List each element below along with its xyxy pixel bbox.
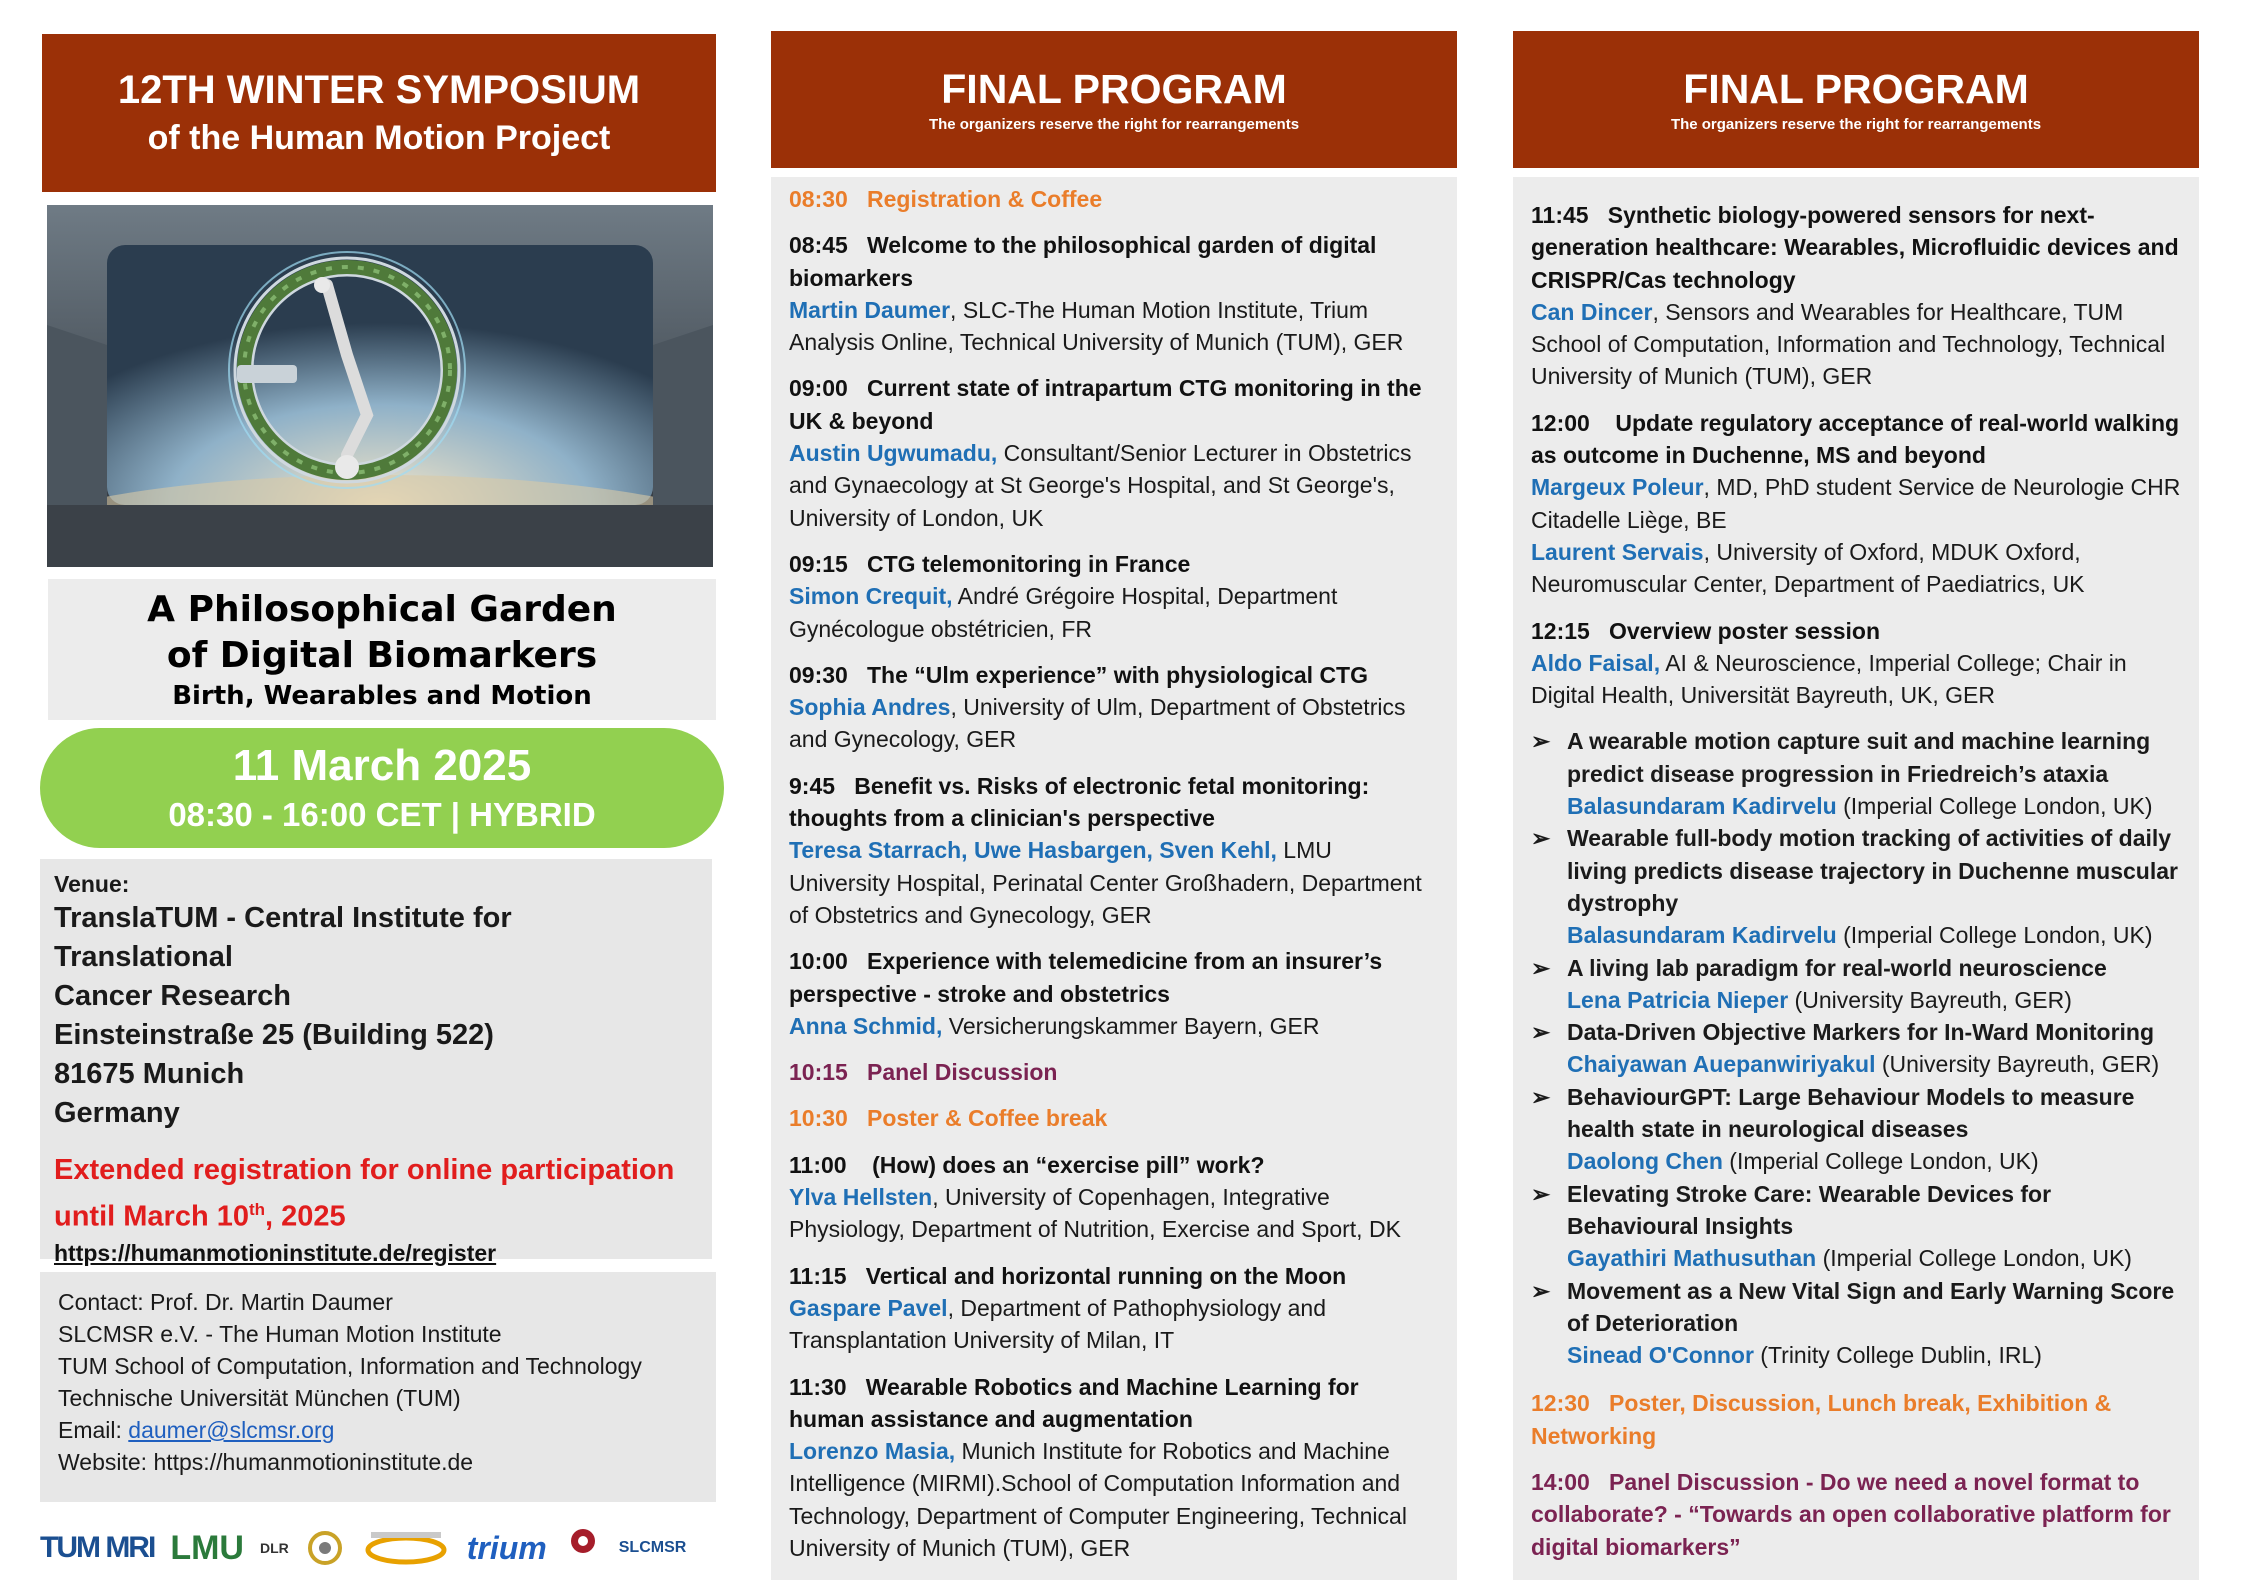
program-item-time: 12:30 [1531,1390,1590,1417]
program-item [789,1056,1439,1088]
partner-emblem-icon [305,1528,345,1568]
speaker-affiliation: Consultant/Senior Lecturer in Obstetrics and Gynaecology at St George's Hospital, and St George's, University of London, UK [789,440,1412,531]
program-item-title: CTG telemonitoring in France [867,550,1191,577]
poster-affiliation: (University Bayreuth, GER) [1788,986,2072,1013]
program-item-time: 09:00 [789,375,848,402]
poster-affiliation: (Imperial College London, UK) [1836,793,2153,820]
program-item-time: 09:15 [789,550,848,577]
poster-title: BehaviourGPT: Large Behaviour Models to measure health state in neurological diseases [1567,1083,2135,1143]
email-line: Email: daumer@slcmsr.org [58,1417,335,1443]
extended-registration-line1: Extended registration for online participation [54,1154,675,1186]
speaker-name: Ylva Hellsten [789,1184,933,1211]
venue-line: Germany [54,1097,180,1129]
program-item-gap [848,551,867,577]
speaker-name: Teresa Starrach, Uwe Hasbargen, Sven Kehl, [789,837,1277,864]
speaker-name: Lorenzo Masia, [789,1438,956,1465]
poster-presenter: Daolong Chen [1567,1148,1723,1175]
poster-title: Wearable full-body motion tracking of activities of daily living predicts disease trajectory in Duchenne muscular dystrophy [1567,825,2178,916]
bullet-arrow-icon: ➢ [1531,1180,1551,1207]
program-item [1531,199,2181,393]
speaker-affiliation: , SLC-The Human Motion Institute, Trium Analysis Online, Technical University of Munich (TUM), GER [789,296,1404,356]
program-item-title: Experience with telemedicine from an insurer’s perspective - stroke and obstetrics [789,948,1383,1007]
program-item [1531,615,2181,712]
poster-affiliation: (Imperial College London, UK) [1836,922,2153,949]
program-item [1531,407,2181,601]
extended-registration-line2: until March 10th, 2025 [54,1200,346,1233]
contact-line: TUM School of Computation, Information and Technology [58,1353,642,1379]
program-item-gap [847,1152,866,1178]
venue-line: Cancer Research [54,980,291,1012]
venue-line: 81675 Munich [54,1058,245,1090]
speaker-name: Simon Crequit, [789,583,953,610]
poster-item [1531,725,2181,822]
program-item-title: Poster, Discussion, Lunch break, Exhibition & Networking [1531,1390,2112,1449]
slcmsr-logo: SLCMSR [618,1539,687,1556]
program-item-gap [1590,1390,1609,1416]
program-item-time: 11:15 [789,1262,847,1289]
program-item-title: Wearable Robotics and Machine Learning for human assistance and augmentation [789,1373,1359,1432]
program-item-title: Panel Discussion - Do we need a novel format to collaborate? - “Towards an open collaborative platform for digital biomarkers” [1531,1468,2171,1560]
speaker-name: Can Dincer [1531,298,1653,325]
speaker-affiliation: , University of Copenhagen, Integrative Physiology, Department of Nutrition, Exercise and Sport, DK [789,1184,1401,1243]
poster-affiliation: (Imperial College London, UK) [1722,1148,2039,1175]
program-heading: FINAL PROGRAM [941,65,1287,112]
poster-affiliation: (University Bayreuth, GER) [1875,1051,2160,1078]
program-item-gap [848,1105,867,1131]
program-item-time: 08:30 [789,186,848,212]
program-item-time: 12:15 [1531,617,1590,644]
program-item-time: 12:00 [1531,409,1590,436]
contact-line: SLCMSR e.V. - The Human Motion Institute [58,1321,502,1347]
contact-line: Technische Universität München (TUM) [58,1385,461,1411]
speaker-name: Laurent Servais [1531,538,1704,565]
program-item [1531,1387,2181,1452]
symposium-title: 12TH WINTER SYMPOSIUM [117,68,641,112]
program-item-title: Benefit vs. Risks of electronic fetal monitoring: thoughts from a clinician's perspective [789,772,1370,832]
speaker-affiliation: , Department of Pathophysiology and Transplantation University of Milan, IT [789,1294,1327,1354]
program-item [789,1149,1439,1246]
bullet-arrow-icon: ➢ [1531,728,1551,755]
program-item [789,548,1439,645]
program-item [789,1371,1439,1565]
program-item-title: The “Ulm experience” with physiological CTG [867,661,1368,688]
program-header-col3 [1513,31,2199,168]
email-link[interactable]: daumer@slcmsr.org [128,1417,335,1443]
program-item-gap [848,375,867,401]
poster-affiliation: (Imperial College London, UK) [1816,1245,2132,1272]
program-item-title: (How) does an “exercise pill” work? [865,1151,1265,1178]
theme-title-line2: of Digital Biomarkers [166,634,598,676]
poster-title: A living lab paradigm for real-world neuroscience [1567,954,2107,981]
program-item-gap [848,1059,867,1085]
speaker-affiliation: , University of Oxford, MDUK Oxford, Neuromuscular Center, Department of Paediatrics, UK [1531,538,2085,598]
program-item [789,945,1439,1042]
program-item-title: Poster & Coffee break [867,1105,1108,1132]
humotion-logo-icon [361,1528,451,1568]
hero-image [47,205,713,567]
bullet-arrow-icon: ➢ [1531,1277,1551,1304]
poster-item [1531,1081,2181,1178]
speaker-affiliation: LMU University Hospital, Perinatal Center Großhadern, Department of Obstetrics and Gynecology, GER [789,837,1422,928]
tum-mri-logo: TUM MRI [40,1531,155,1564]
program-item-gap [848,948,867,974]
program-item-time: 08:45 [789,232,848,259]
event-date: 11 March 2025 [232,741,532,790]
poster-presenter: Gayathiri Mathusuthan [1567,1245,1817,1272]
bullet-arrow-icon: ➢ [1531,1083,1551,1110]
program-col3 [1513,177,2199,1580]
dlr-logo: DLR [259,1540,289,1556]
theme-subtitle: Birth, Wearables and Motion [172,680,592,711]
program-item-time: 10:15 [789,1059,848,1086]
poster-list [1531,725,2181,1371]
program-item [789,1102,1439,1134]
speaker-affiliation: , Sensors and Wearables for Healthcare, TUM School of Computation, Information and Technology, Technical University of Munich (TUM), GER [1531,298,2166,390]
program-item-gap [1590,410,1609,436]
program-item [789,659,1439,756]
bullet-arrow-icon: ➢ [1531,1019,1551,1046]
contact-line: Contact: Prof. Dr. Martin Daumer [58,1289,393,1315]
poster-affiliation: (Trinity College Dublin, IRL) [1753,1342,2042,1369]
speaker-affiliation: Munich Institute for Robotics and Machine Intelligence (MIRMI).School of Computation Information and Technology, Department of Computer Engineering, Technical University of Munich (TUM), GER [789,1438,1407,1561]
program-item-title: Overview poster session [1609,617,1881,644]
program-item-title: Welcome to the philosophical garden of digital biomarkers [789,232,1377,291]
poster-item [1531,822,2181,951]
symposium-subtitle: of the Human Motion Project [147,119,611,157]
registration-link[interactable]: https://humanmotioninstitute.de/register [54,1239,497,1266]
program-item-gap [848,186,867,212]
program-item-gap [848,232,867,258]
poster-item [1531,1016,2181,1081]
program-item-gap [1589,202,1608,228]
speaker-affiliation: , University of Ulm, Department of Obstetrics and Gynecology, GER [789,694,1406,753]
venue-label: Venue: [54,871,130,897]
poster-presenter: Chaiyawan Auepanwiriyakul [1567,1051,1876,1078]
speaker-affiliation: André Grégoire Hospital, Department Gynécologue obstétricien, FR [789,583,1338,642]
program-item-gap [848,662,867,688]
website-line: Website: https://humanmotioninstitute.de [58,1449,474,1475]
program-item-gap [847,1374,866,1400]
speaker-name: Gaspare Pavel [789,1294,948,1321]
speaker-affiliation: Versicherungskammer Bayern, GER [942,1012,1320,1039]
venue-box [40,859,712,1266]
bullet-arrow-icon: ➢ [1531,954,1551,981]
program-item-title: Vertical and horizontal running on the Moon [865,1262,1347,1289]
poster-title: Elevating Stroke Care: Wearable Devices for Behavioural Insights [1567,1180,2052,1239]
speaker-name: Anna Schmid, [789,1012,943,1039]
program-item-title: Registration & Coffee [867,186,1103,212]
program-item [789,372,1439,533]
date-pill [40,728,724,848]
program-item-time: 11:45 [1531,202,1589,228]
program-heading: FINAL PROGRAM [1683,65,2029,112]
speaker-name: Margeux Poleur [1531,474,1704,501]
contact-box [40,1272,716,1502]
program-subheading: The organizers reserve the right for rearrangements [1670,115,2042,133]
poster-presenter: Balasundaram Kadirvelu [1567,922,1837,949]
program-item [789,1260,1439,1357]
program-item-title: Current state of intrapartum CTG monitoring in the UK & beyond [789,375,1422,434]
program-item-gap [1590,618,1609,644]
program-item-title: Update regulatory acceptance of real-world walking as outcome in Duchenne, MS and beyond [1531,409,2180,469]
program-item-time: 09:30 [789,661,848,688]
program-item-time: 14:00 [1531,1468,1590,1495]
program-item-time: 10:00 [789,948,848,975]
program-header-col2 [771,31,1457,168]
poster-presenter: Sinead O'Connor [1567,1342,1754,1369]
speaker-name: Martin Daumer [789,296,951,323]
poster-item [1531,1275,2181,1372]
poster-item [1531,952,2181,1017]
poster-title: A wearable motion capture suit and machine learning predict disease progression in Friedreich’s ataxia [1567,728,2151,787]
program-item [789,229,1439,358]
trium-logo: trium [466,1529,547,1566]
program-item [789,183,1439,215]
program-item-time: 9:45 [789,772,836,799]
poster-item [1531,1178,2181,1275]
speaker-name: Sophia Andres [789,694,951,721]
speaker-affiliation: , MD, PhD student Service de Neurologie CHR Citadelle Liège, BE [1531,474,2181,533]
program-item-gap [1590,1469,1609,1495]
venue-line: TranslaTUM - Central Institute for Translational [54,902,512,973]
space-station-illustration [47,205,713,567]
theme-title-line1: A Philosophical Garden [147,588,617,630]
speaker-affiliation: AI & Neuroscience, Imperial College; Chair in Digital Health, Universität Bayreuth, UK, GER [1531,649,2127,709]
program-item [1531,1466,2181,1563]
speaker-name: Aldo Faisal, [1531,649,1661,676]
partner-logos [40,1520,724,1576]
poster-presenter: Lena Patricia Nieper [1567,986,1789,1013]
theme-box [48,579,716,720]
program-item-time: 11:30 [789,1373,847,1400]
bullet-arrow-icon: ➢ [1531,825,1551,852]
poster-presenter: Balasundaram Kadirvelu [1567,793,1837,820]
lmu-logo: LMU [170,1528,244,1567]
program-item-time: 11:00 [789,1151,847,1178]
program-item-gap [835,773,854,799]
speaker-name: Austin Ugwumadu, [789,440,998,467]
program-item-title: Panel Discussion [867,1059,1058,1086]
venue-line: Einsteinstraße 25 (Building 522) [54,1019,494,1051]
program-col2 [771,177,1457,1580]
poster-title: Data-Driven Objective Markers for In-Ward Monitoring [1567,1019,2155,1046]
event-time: 08:30 - 16:00 CET | HYBRID [168,796,596,833]
program-subheading: The organizers reserve the right for rearrangements [928,115,1300,133]
symposium-title-box [42,34,716,192]
program-item [789,770,1439,931]
program-item-gap [847,1263,866,1289]
program-item-time: 10:30 [789,1105,848,1132]
program-item-title: Synthetic biology-powered sensors for next-generation healthcare: Wearables, Microfluidic devices and CRISPR/Cas technology [1531,202,2179,293]
poster-title: Movement as a New Vital Sign and Early Warning Score of Deterioration [1567,1277,2175,1336]
partner-seal-icon [563,1523,603,1573]
